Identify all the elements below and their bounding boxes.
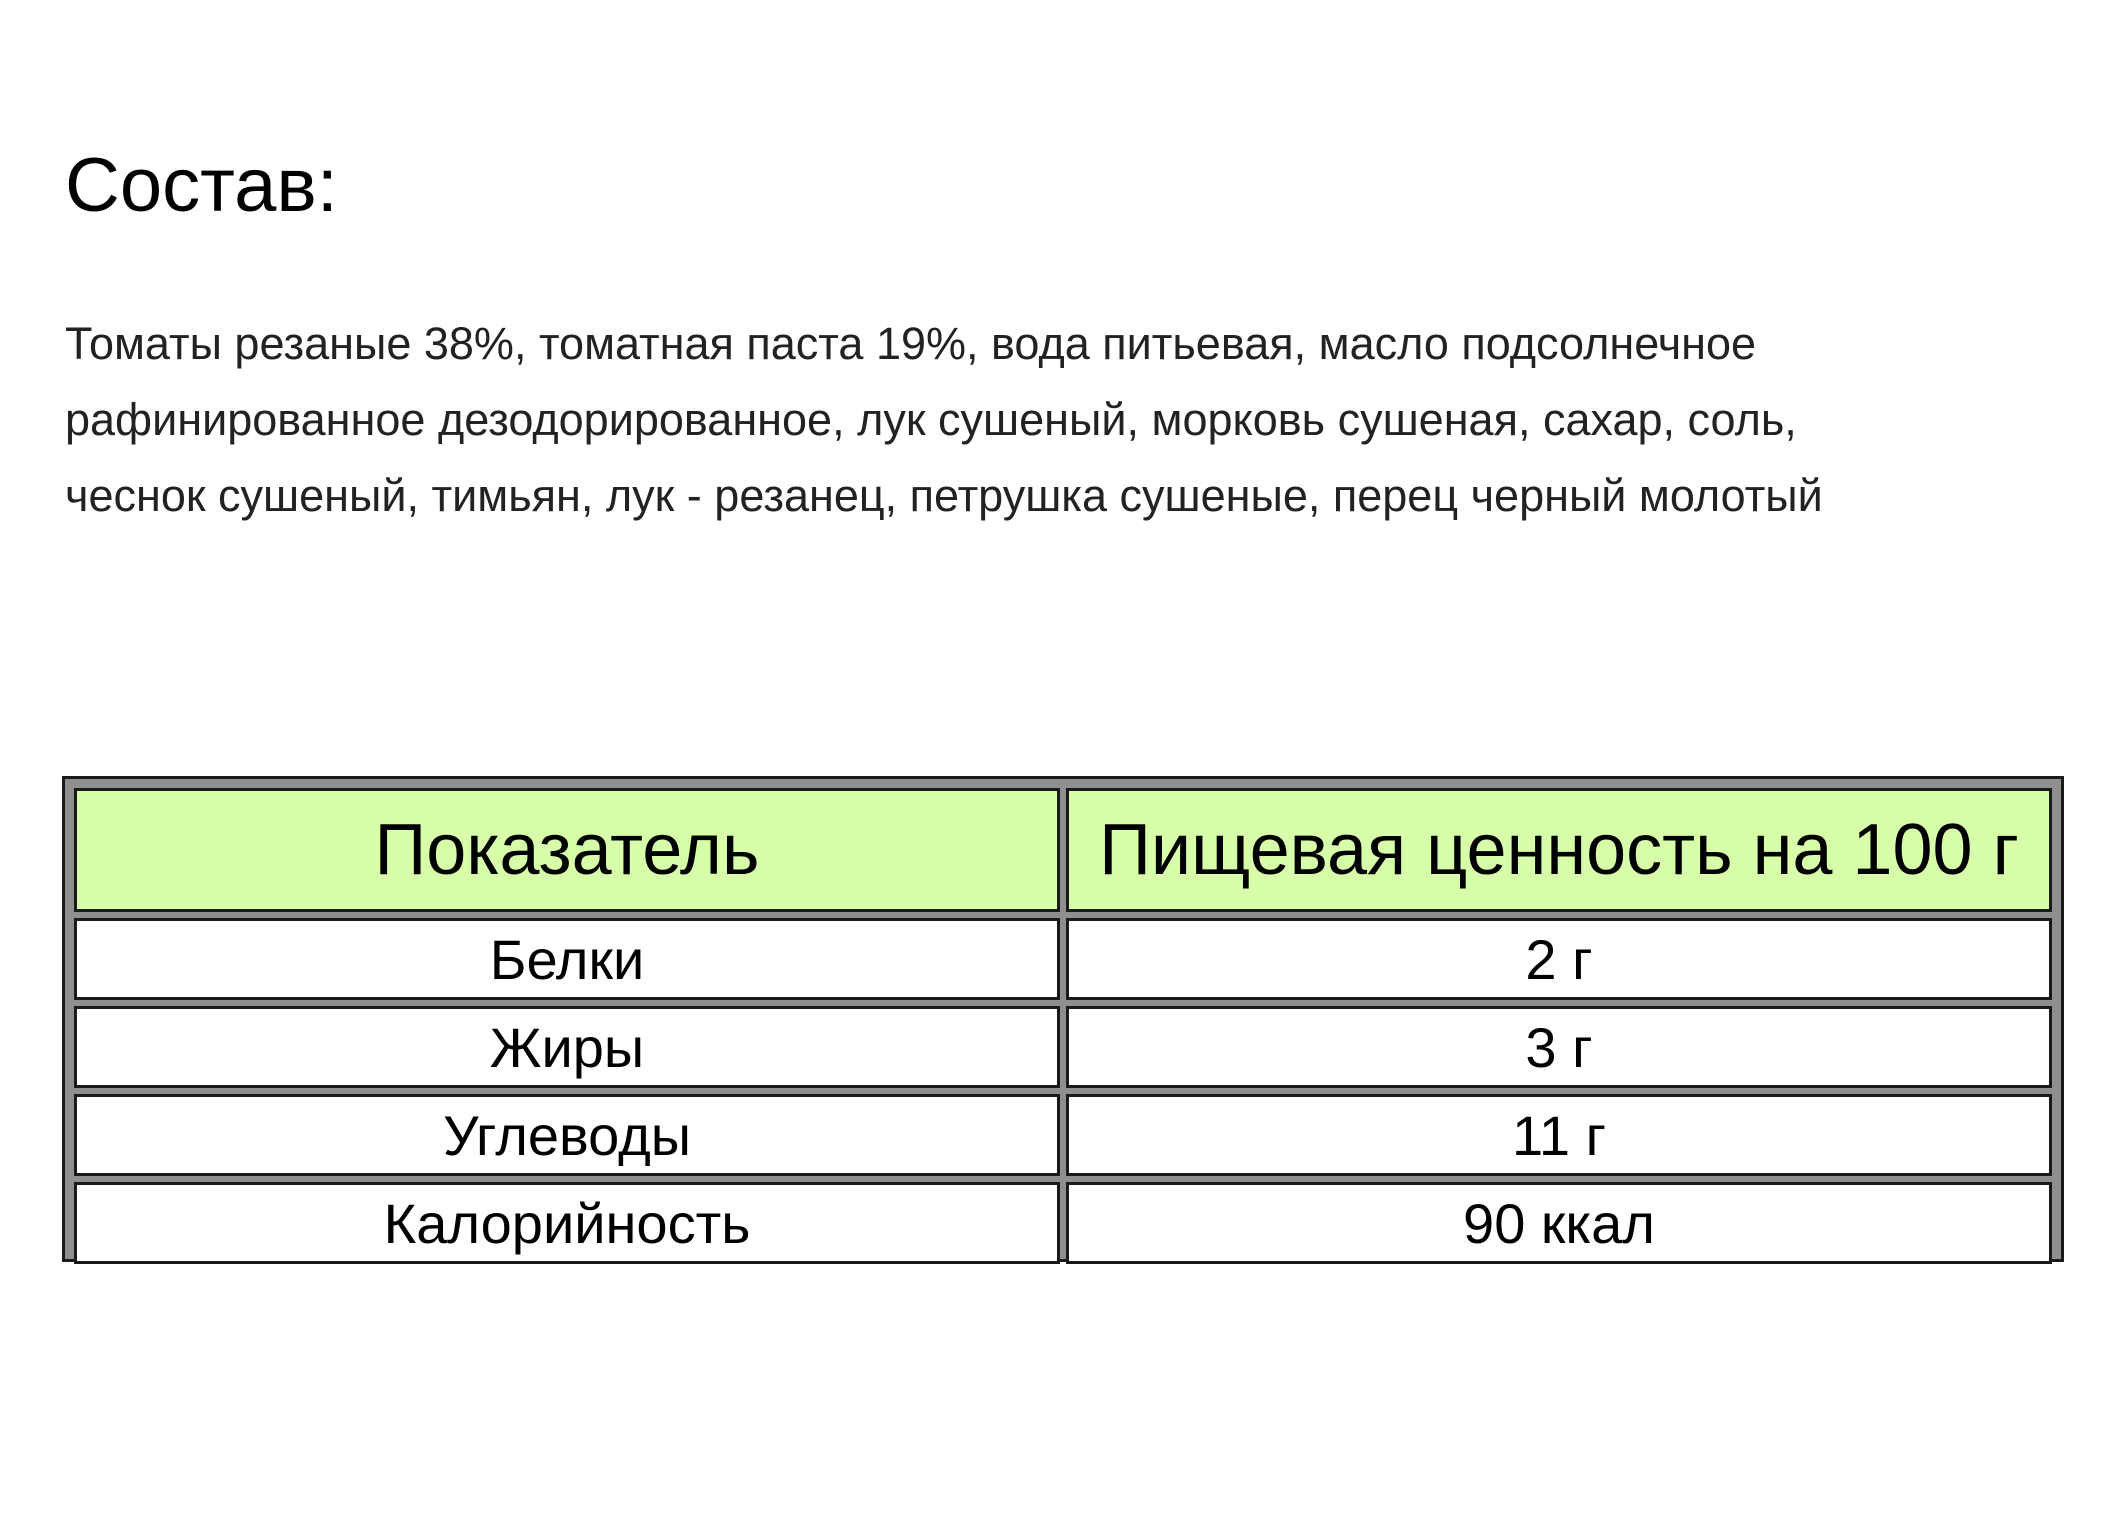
table-row: [74, 1094, 2052, 1176]
table-header-row: [74, 788, 2052, 912]
nutrition-table-frame: [62, 776, 2064, 1262]
row-value-carbohydrates: 11 г: [1066, 1094, 2052, 1176]
header-nutritional-value: Пищевая ценность на 100 г: [1066, 788, 2052, 912]
row-name-proteins: Белки: [74, 918, 1060, 1000]
composition-line: чеснок сушеный, тимьян, лук - резанец, петрушка сушеные, перец черный молотый: [65, 470, 1823, 521]
row-name-carbohydrates: Углеводы: [74, 1094, 1060, 1176]
row-name-fats: Жиры: [74, 1006, 1060, 1088]
composition-line: рафинированное дезодорированное, лук сушеный, морковь сушеная, сахар, соль,: [65, 394, 1797, 445]
composition-heading: Состав:: [65, 143, 338, 228]
row-value-calories: 90 ккал: [1066, 1182, 2052, 1264]
row-value-proteins: 2 г: [1066, 918, 2052, 1000]
table-row: [74, 918, 2052, 1000]
table-row: [74, 1182, 2052, 1264]
composition-line: Томаты резаные 38%, томатная паста 19%, вода питьевая, масло подсолнечное: [65, 318, 1757, 369]
row-name-calories: Калорийность: [74, 1182, 1060, 1264]
composition-text: [65, 306, 2085, 534]
row-value-fats: 3 г: [1066, 1006, 2052, 1088]
nutrition-table: [68, 782, 2058, 1270]
header-indicator: Показатель: [74, 788, 1060, 912]
table-row: [74, 1006, 2052, 1088]
